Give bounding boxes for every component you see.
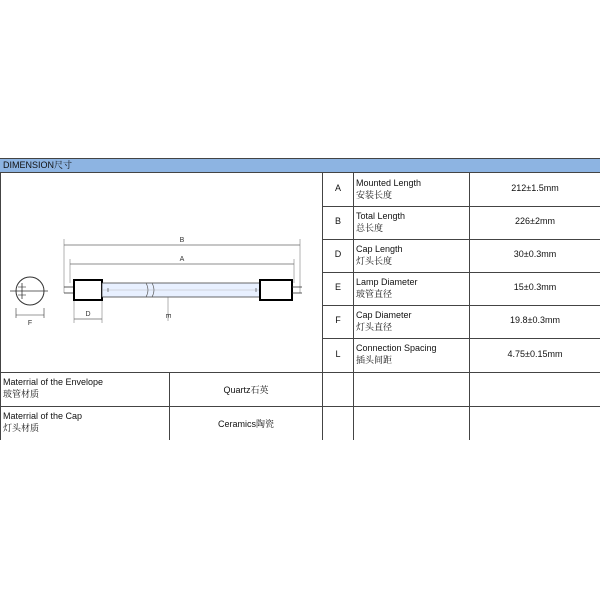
grid-h-4 [322,305,600,306]
dimension-letter: E [334,282,341,292]
property-en: Lamp Diameter [356,277,418,287]
property-en: Mounted Length [356,178,422,188]
grid-h-1 [322,206,600,207]
grid-h-2 [322,239,600,240]
property-en: Total Length [356,211,406,221]
lamp-drawing [0,173,322,373]
dimension-letter: F [335,315,341,325]
label-a: A [179,256,185,263]
material-value: Ceramics陶瓷 [217,419,274,429]
dimension-property [356,210,405,234]
property-en: Connection Spacing [356,343,437,353]
dimension-letter: D [334,249,342,259]
cap-right [260,280,292,300]
dimension-value: 226±2mm [515,216,555,226]
lamp-body [64,280,302,300]
grid-h-7 [0,406,600,407]
dimension-d [74,301,102,323]
material-label [3,376,103,400]
grid-h-6 [0,372,600,373]
grid-h-5 [322,338,600,339]
grid-v-left [0,173,1,440]
dimension-e [164,297,171,321]
property-en: Cap Diameter [356,310,412,320]
material-label [3,410,82,434]
dimension-sheet [0,158,600,440]
dimension-letter: A [334,183,341,193]
dimension-property [356,177,421,201]
material-en: Materrial of the Envelope [3,377,104,387]
property-cn: 玻管直径 [356,289,393,299]
material-value: Quartz石英 [223,385,269,395]
dimension-value: 30±0.3mm [513,249,557,259]
material-cn: 玻管材质 [3,389,40,399]
dimension-value: 19.8±0.3mm [510,315,560,325]
label-b: B [179,237,185,244]
label-f: F [27,320,33,327]
end-view [10,277,48,327]
dimension-property [356,309,412,333]
dimension-header [0,158,600,173]
property-cn: 灯头长度 [356,256,393,266]
dimension-value: 15±0.3mm [513,282,557,292]
property-cn: 灯头直径 [356,322,393,332]
property-cn: 安装长度 [356,190,393,200]
dimension-property [356,342,437,366]
grid-v-value [469,173,470,440]
material-cn: 灯头材质 [3,423,40,433]
label-e: E [164,313,171,319]
dimension-value: 212±1.5mm [511,183,559,193]
dimension-value: 4.75±0.15mm [507,349,563,359]
material-en: Materrial of the Cap [3,411,83,421]
property-cn: 插头间距 [356,355,393,365]
property-cn: 总长度 [356,223,384,233]
grid-v-drawing [322,173,323,440]
dimension-letter: L [335,349,341,359]
label-d: D [85,311,91,318]
grid-h-3 [322,272,600,273]
property-en: Cap Length [356,244,403,254]
dimension-title: DIMENSION尺寸 [3,160,73,170]
dimension-a [70,256,294,283]
dimension-property [356,243,403,267]
grid-v-letter [353,173,354,440]
dimension-letter: B [334,216,341,226]
dimension-property [356,276,418,300]
cap-left [74,280,102,300]
